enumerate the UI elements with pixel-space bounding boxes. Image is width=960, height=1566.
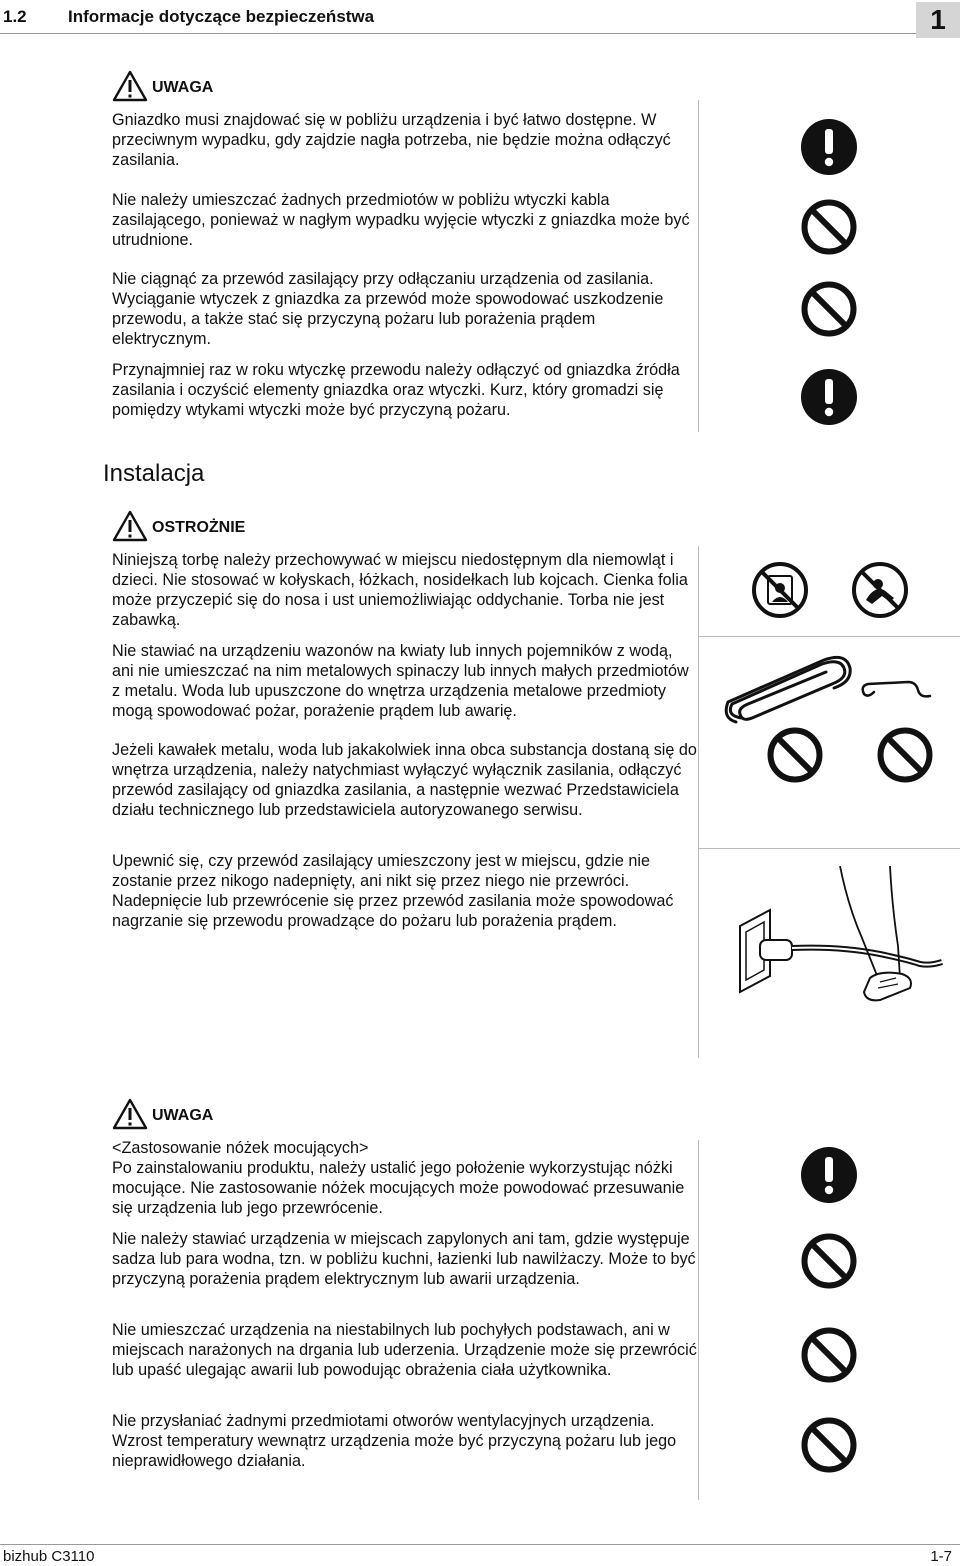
warning-label-text: UWAGA <box>152 1107 214 1124</box>
paragraph: Nie należy stawiać urządzenia w miejscach zapylonych ani tam, gdzie występuje sadza lub para wodna, tzn. w pobliżu kuchni, łazienki lub nawilżaczy. Może to być przyczyną porażenia prądem elektrycznym lub awarii urządzenia. <box>112 1230 696 1288</box>
paragraph: Przynajmniej raz w roku wtyczkę przewodu należy odłączyć od gniazdka źródła zasilania i oczyścić elementy gniazdka oraz wtyczki. Kurz, który gromadzi się pomiędzy wtykami wtyczki może być przyczyną pożaru. <box>112 361 680 419</box>
power-cord-trip-illustration <box>730 866 950 1026</box>
footer-page-number: 1-7 <box>930 1548 952 1565</box>
mandatory-action-icon <box>800 1146 858 1204</box>
paragraph: Nie stawiać na urządzeniu wazonów na kwiaty lub innych pojemników z wodą, ani nie umieszczać na nim metalowych spinaczy lub innych małych przedmiotów z metalu. Woda lub upuszczone do wnętrza urządzenia metalowe przedmioty mogą spowodować pożar, porażenie prądem lub awarię. <box>112 642 689 720</box>
paragraph-subheading: <Zastosowanie nóżek mocujących> <box>112 1139 369 1157</box>
paragraph: Niniejszą torbę należy przechowywać w miejscu niedostępnym dla niemowląt i dzieci. Nie stosować w kołyskach, łóżkach, nosidełkach lub kojcach. Cienka folia może przyczepić się do nosa i ust uniemożliwiając oddychanie. Torba nie jest zabawką. <box>112 551 688 629</box>
warning-triangle-icon <box>112 70 148 102</box>
mandatory-action-icon <box>800 368 858 426</box>
footer-rule <box>0 1544 960 1545</box>
column-divider <box>698 1140 699 1500</box>
paragraph: Nie ciągnąć za przewód zasilający przy odłączaniu urządzenia od zasilania. Wyciąganie wtyczek z gniazdka za przewód może spowodować uszkodzenie przewodu, a także stać się przyczyną pożaru lub porażenia prądem elektrycznym. <box>112 270 664 348</box>
mandatory-action-icon <box>800 118 858 176</box>
heading-instalacja: Instalacja <box>103 460 205 487</box>
warning-label-text: OSTROŻNIE <box>152 519 246 536</box>
icon-row-divider <box>698 848 960 849</box>
hairpin-icon <box>858 672 938 712</box>
warning-triangle-icon <box>112 510 148 542</box>
warning-label-text: UWAGA <box>152 79 214 96</box>
header-rule <box>0 33 916 34</box>
no-infant-icon <box>750 560 810 620</box>
warning-triangle-icon <box>112 1098 148 1130</box>
prohibition-icon <box>800 280 858 338</box>
icon-row-divider <box>698 636 960 637</box>
chapter-tab: 1 <box>916 2 960 38</box>
column-divider <box>698 546 699 1058</box>
prohibition-icon <box>800 198 858 256</box>
prohibition-icon <box>800 1326 858 1384</box>
page-footer <box>0 1538 960 1566</box>
footer-model: bizhub C3110 <box>3 1548 95 1565</box>
paragraph: Po zainstalowaniu produktu, należy ustalić jego położenie wykorzystując nóżki mocujące. Nie zastosowanie nóżek mocujących może powodować przesuwanie się urządzenia lub jego przewrócenie. <box>112 1159 685 1217</box>
paragraph: Nie umieszczać urządzenia na niestabilnych lub pochyłych podstawach, ani w miejscach narażonych na drgania lub uderzenia. Urządzenie może się przewrócić lub upaść ulegając awarii lub powodując obrażenia ciała użytkownika. <box>112 1321 697 1379</box>
page-header <box>0 0 960 34</box>
paragraph: Nie należy umieszczać żadnych przedmiotów w pobliżu wtyczki kabla zasilającego, ponieważ w nagłym wypadku wyjęcie wtyczki z gniazdka może być utrudnione. <box>112 191 690 249</box>
paragraph: Upewnić się, czy przewód zasilający umieszczony jest w miejscu, gdzie nie zostanie przez nikogo nadepnięty, ani nikt się przez niego nie przewróci. Nadepnięcie lub przewrócenie się przez przewód zasilania może spowodować nagrzanie się przewodu prowadzące do pożaru lub porażenia prądem. <box>112 852 674 930</box>
prohibition-icon <box>800 1416 858 1474</box>
paperclip-icon <box>722 650 862 730</box>
paragraph: Jeżeli kawałek metalu, woda lub jakakolwiek inna obca substancja dostaną się do wnętrza urządzenia, należy natychmiast wyłączyć wyłącznik zasilania, odłączyć przewód zasilający od gniazdka zasilania, a następnie wezwać Przedstawiciela działu technicznego lub przedstawiciela autoryzowanego serwisu. <box>112 741 697 819</box>
prohibition-icon <box>876 726 934 784</box>
paragraph: Gniazdko musi znajdować się w pobliżu urządzenia i być łatwo dostępne. W przeciwnym wypadku, gdy zajdzie nagła potrzeba, nie będzie można odłączyć zasilania. <box>112 111 671 169</box>
column-divider <box>698 100 699 432</box>
section-title: Informacje dotyczące bezpieczeństwa <box>68 7 375 26</box>
paragraph: Nie przysłaniać żadnymi przedmiotami otworów wentylacyjnych urządzenia. Wzrost temperatury wewnątrz urządzenia może być przyczyną pożaru lub jego nieprawidłowego działania. <box>112 1412 677 1470</box>
section-number: 1.2 <box>3 7 27 26</box>
prohibition-icon <box>766 726 824 784</box>
prohibition-icon <box>800 1232 858 1290</box>
no-child-icon <box>850 560 910 620</box>
